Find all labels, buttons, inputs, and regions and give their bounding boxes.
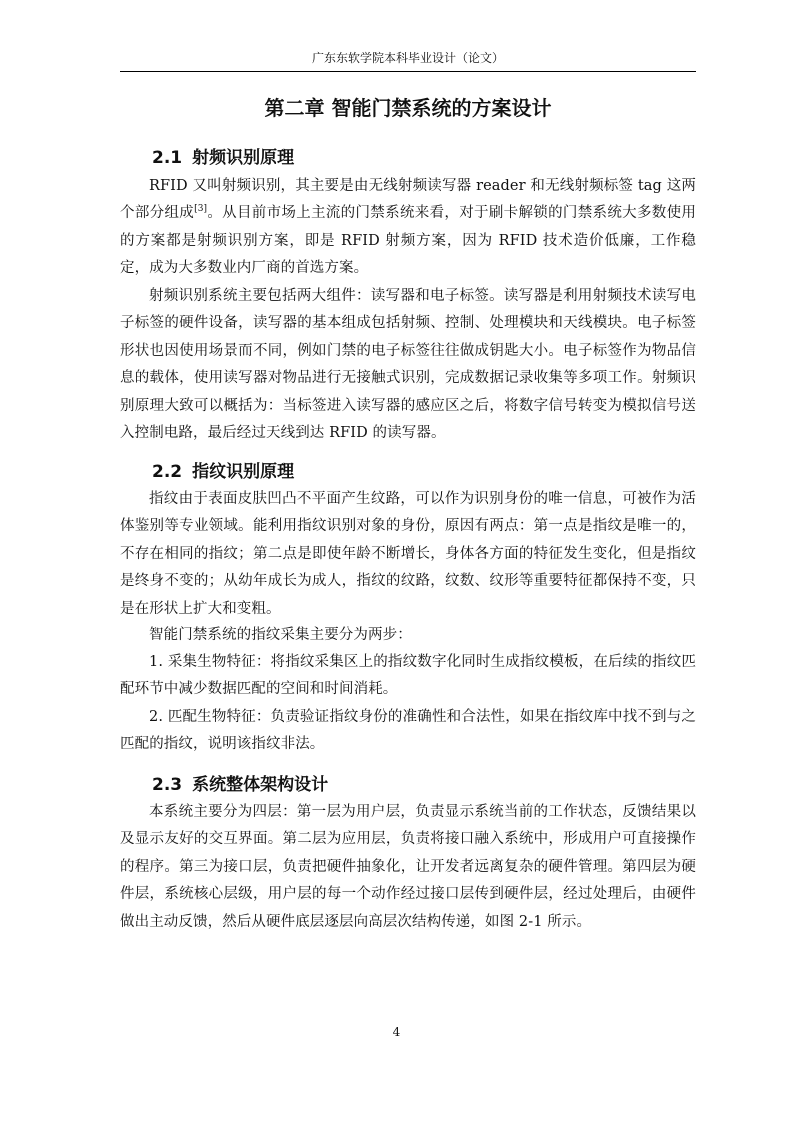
citation-ref: [3] <box>194 204 208 215</box>
section-number: 2.3 <box>152 775 183 795</box>
section-heading-2-1 <box>152 146 294 170</box>
header-text: 广东东软学院本科毕业设计（论文） <box>311 51 504 65</box>
section-title: 指纹识别原理 <box>192 462 295 482</box>
chapter-title: 第二章 智能门禁系统的方案设计 <box>264 96 552 120</box>
paragraph-text: 。从目前市场上主流的门禁系统来看，对于刷卡解锁的门禁系统大多数使用的方案都是射频识别方案，即是 RFID 射频方案，因为 RFID 技术造价低廉，工作稳定，成为大多数业内厂商的首选方案。 <box>120 205 697 277</box>
section-number: 2.2 <box>152 462 183 482</box>
page-number: 4 <box>392 1025 401 1039</box>
paragraph: 智能门禁系统的指纹采集主要分为两步： <box>149 627 412 643</box>
section-heading-2-2 <box>152 460 294 484</box>
list-item: 1. 采集生物特征：将指纹采集区上的指纹数字化同时生成指纹模板，在后续的指纹匹配环节中减少数据匹配的空间和时间消耗。 <box>120 654 696 698</box>
paragraph: 本系统主要分为四层：第一层为用户层，负责显示系统当前的工作状态，反馈结果以及显示友好的交互界面。第二层为应用层，负责将接口融入系统中，形成用户可直接操作的程序。第三为接口层，负责把硬件抽象化，让开发者远离复杂的硬件管理。第四层为硬件层，系统核心层级，用户层的每一个动作经过接口层传到硬件层，经过处理后，由硬件做出主动反馈，然后从硬件底层逐层向高层次结构传递，如图 2-1 所示。 <box>120 804 696 930</box>
page-header <box>120 0 696 72</box>
paragraph <box>120 173 696 283</box>
paragraph-text: RFID 又叫射频识别，其主要是由无线射频读写器 reader 和无线射频标签 tag 这两个部分组成 <box>120 178 696 222</box>
list-item: 2. 匹配生物特征：负责验证指纹身份的准确性和合法性，如果在指纹库中找不到与之匹配的指纹，说明该指纹非法。 <box>120 709 696 753</box>
section-number: 2.1 <box>152 148 183 168</box>
paragraph: 指纹由于表面皮肤凹凸不平面产生纹路，可以作为识别身份的唯一信息，可被作为活体鉴别等专业领域。能利用指纹识别对象的身份，原因有两点：第一点是指纹是唯一的，不存在相同的指纹；第二点是即使年龄不断增长，身体各方面的特征发生变化，但是指纹是终身不变的；从幼年成长为成人，指纹的纹路，纹数、纹形等重要特征都保持不变，只是在形状上扩大和变粗。 <box>120 491 696 617</box>
section-title: 射频识别原理 <box>192 148 295 168</box>
paragraph: 射频识别系统主要包括两大组件：读写器和电子标签。读写器是利用射频技术读写电子标签的硬件设备，读写器的基本组成包括射频、控制、处理模块和天线模块。电子标签形状也因使用场景而不同，例如门禁的电子标签往往做成钥匙大小。电子标签作为物品信息的载体，使用读写器对物品进行无接触式识别，完成数据记录收集等多项工作。射频识别原理大致可以概括为：当标签进入读写器的感应区之后，将数字信号转变为模拟信号送入控制电路，最后经过天线到达 RFID 的读写器。 <box>120 288 696 442</box>
page-footer <box>0 1025 793 1039</box>
section-title: 系统整体架构设计 <box>192 775 329 795</box>
section-heading-2-3 <box>152 773 328 797</box>
